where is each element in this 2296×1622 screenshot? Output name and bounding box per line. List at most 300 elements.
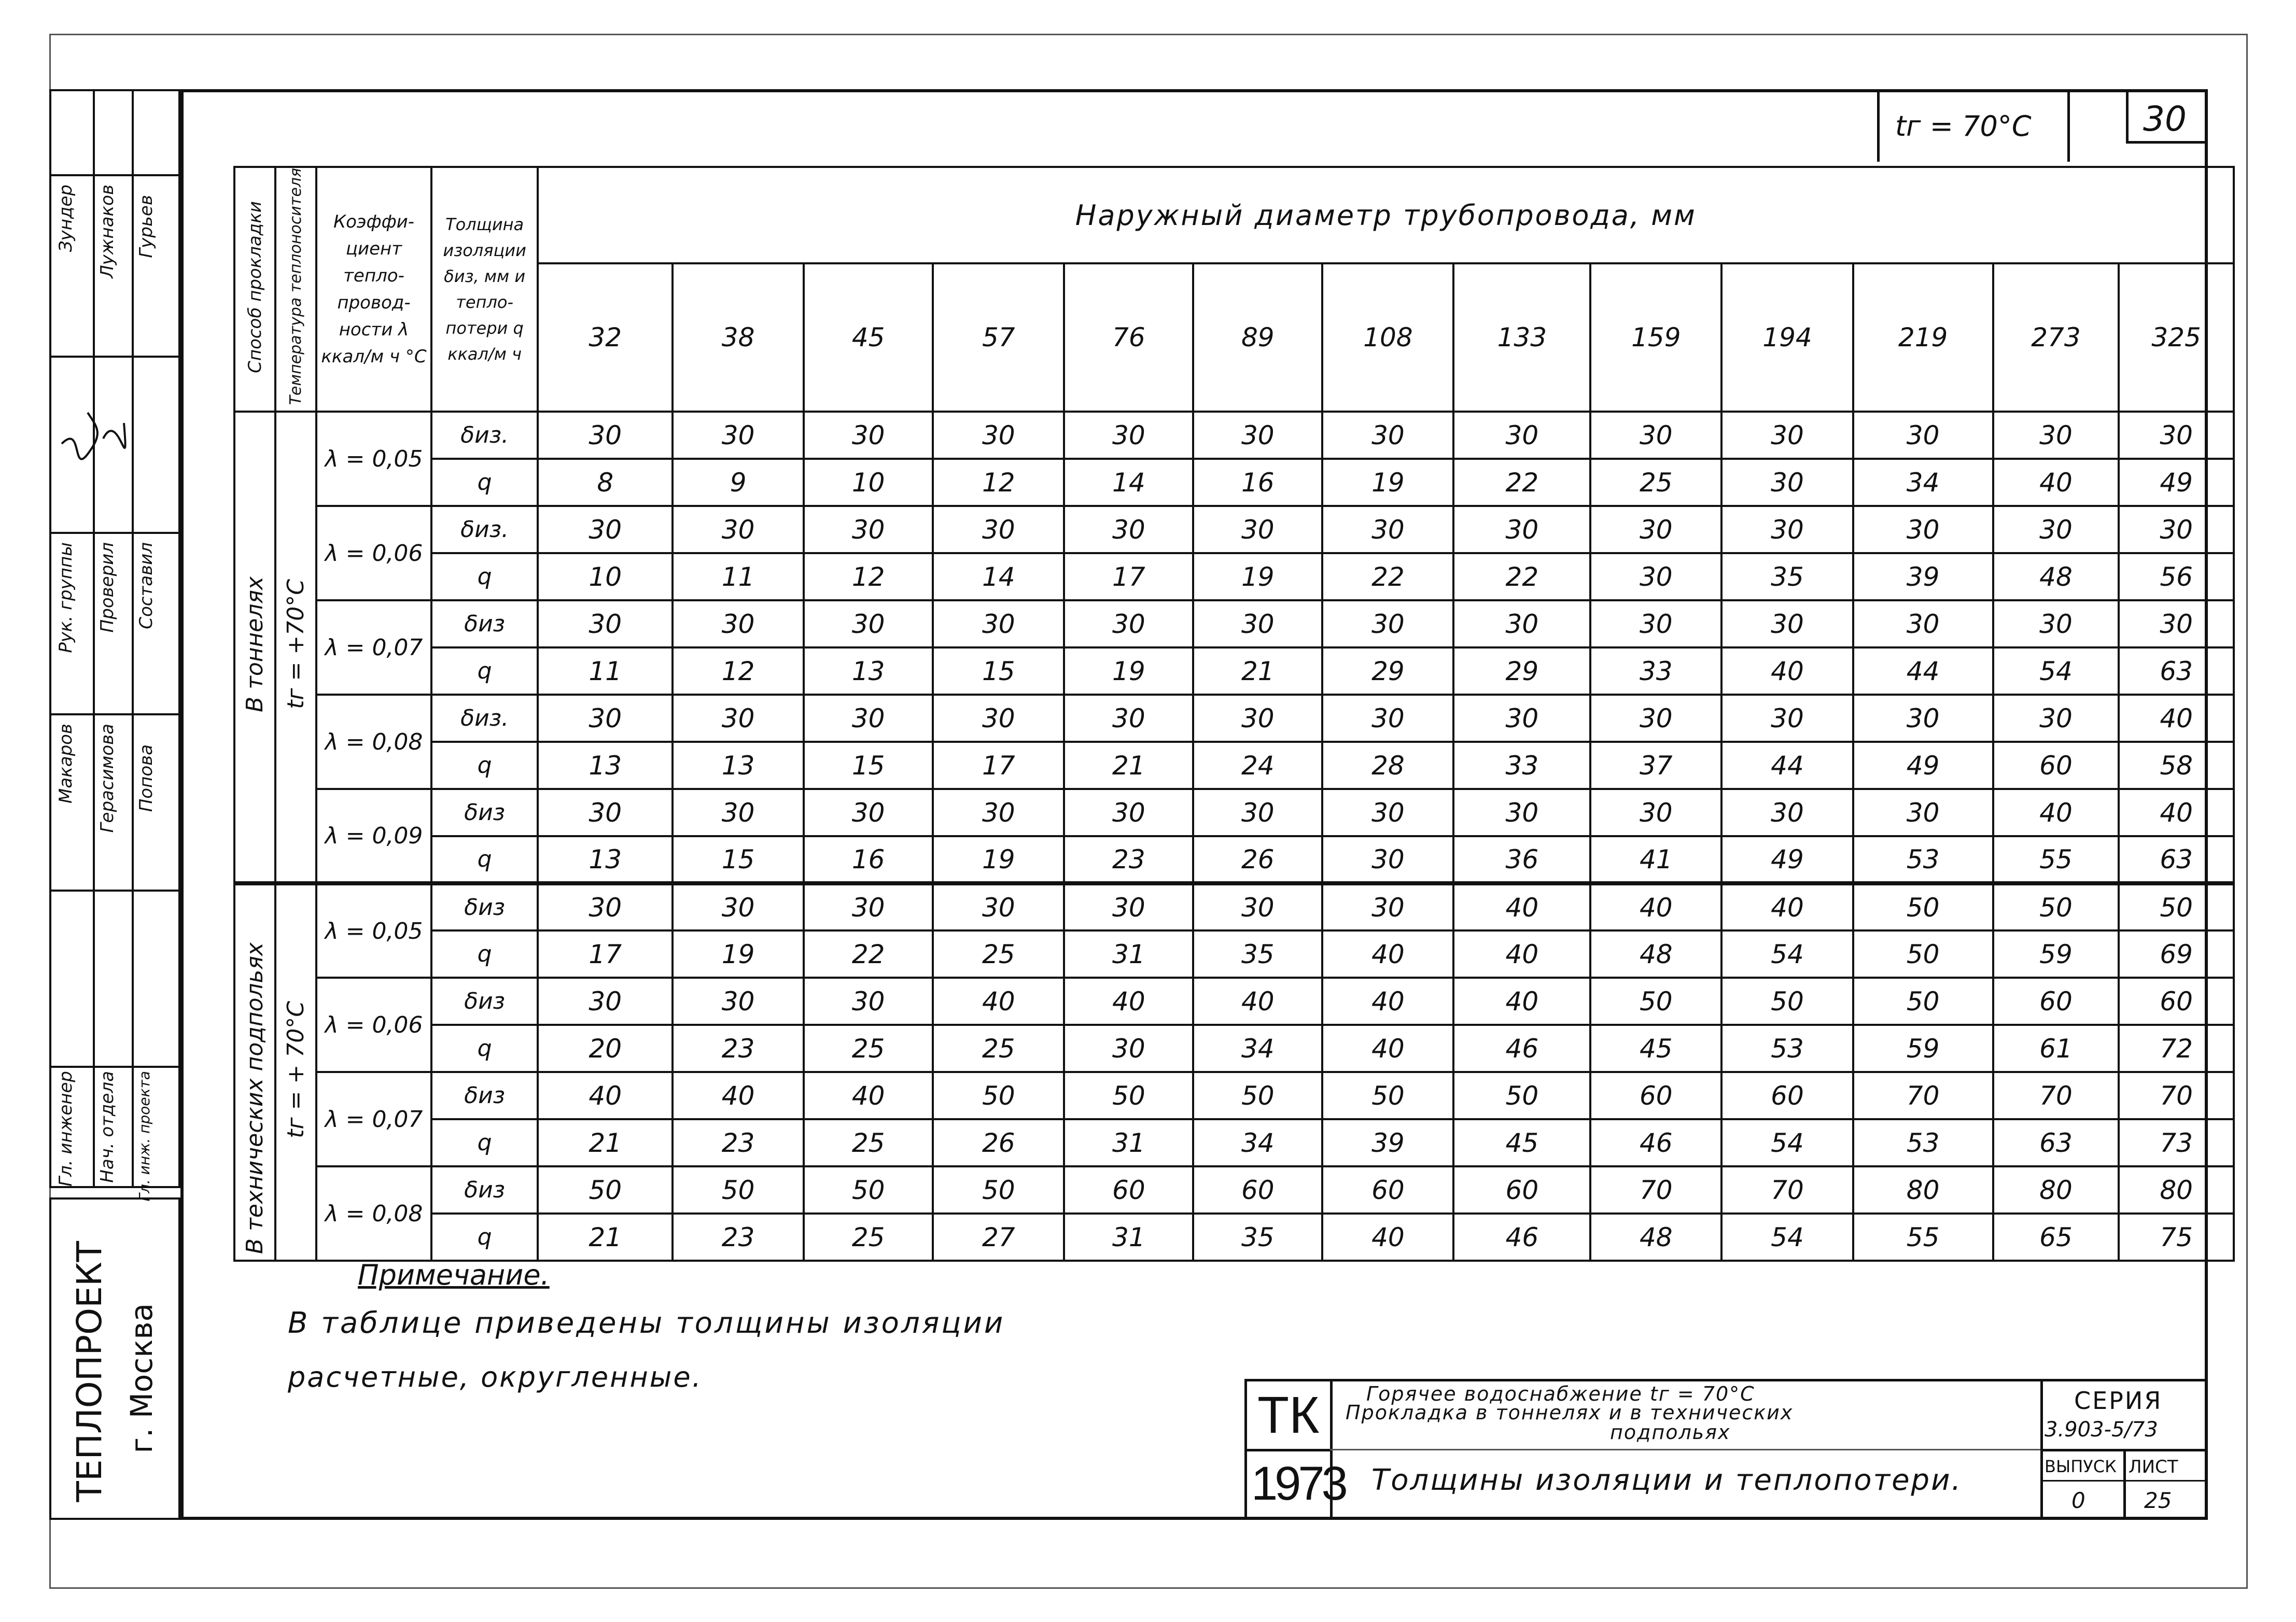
table-cell: 30 (933, 600, 1064, 647)
row-label: q (431, 647, 538, 695)
org-block (49, 1197, 180, 1520)
table-cell: 30 (804, 789, 933, 836)
table-cell: 31 (1064, 1214, 1193, 1261)
table-cell: 59 (1993, 930, 2119, 978)
table-cell: 30 (1322, 883, 1453, 930)
table-cell: 10 (804, 459, 933, 506)
table-cell: 19 (1193, 553, 1322, 600)
note-title: Примечание. (358, 1259, 550, 1291)
table-cell: 30 (1064, 1025, 1193, 1072)
table-cell: 60 (1453, 1166, 1590, 1214)
insulation-table (233, 166, 2235, 1262)
side-block (49, 89, 180, 1202)
table-cell: 60 (1993, 978, 2119, 1025)
table-cell: 11 (673, 553, 804, 600)
table-cell: 30 (933, 506, 1064, 553)
table-cell: 15 (804, 742, 933, 789)
table-cell: 13 (538, 742, 673, 789)
table-cell: 33 (1590, 647, 1721, 695)
side-role-1: Гл. инженер (55, 1071, 76, 1187)
table-cell: 40 (2119, 789, 2234, 836)
table-cell: 80 (1993, 1166, 2119, 1214)
table-cell: 14 (1064, 459, 1193, 506)
table-cell: 30 (1064, 695, 1193, 742)
group-temperature-1: tг = + 70°С (275, 883, 316, 1261)
row-label: q (431, 930, 538, 978)
row-label: δиз (431, 1166, 538, 1214)
table-cell: 21 (1064, 742, 1193, 789)
table-cell: 45 (1590, 1025, 1721, 1072)
lambda-0-1: λ = 0,06 (316, 506, 431, 600)
table-cell: 60 (1193, 1166, 1322, 1214)
lambda-0-3: λ = 0,08 (316, 695, 431, 789)
table-cell: 13 (538, 836, 673, 883)
side-name-5: Лужнаков (97, 185, 118, 278)
table-cell: 63 (2119, 647, 2234, 695)
row-label: q (431, 1214, 538, 1261)
table-cell: 30 (538, 883, 673, 930)
table-cell: 23 (673, 1025, 804, 1072)
table-cell: 35 (1721, 553, 1853, 600)
side-role-6: Составил (136, 542, 157, 629)
side-name-1: Макаров (55, 724, 76, 803)
table-cell: 24 (1193, 742, 1322, 789)
table-cell: 17 (933, 742, 1064, 789)
table-cell: 31 (1064, 930, 1193, 978)
table-cell: 30 (933, 789, 1064, 836)
table-cell: 60 (2119, 978, 2234, 1025)
table-cell: 50 (1590, 978, 1721, 1025)
table-cell: 30 (1193, 789, 1322, 836)
sheet-title: Толщины изоляции и теплопотери. (1371, 1463, 1963, 1497)
table-cell: 61 (1993, 1025, 2119, 1072)
table-cell: 25 (933, 1025, 1064, 1072)
lambda-0-4: λ = 0,09 (316, 789, 431, 883)
table-cell: 50 (673, 1166, 804, 1214)
row-label: q (431, 459, 538, 506)
table-cell: 49 (1721, 836, 1853, 883)
header-temperature: Температура теплоносителя (275, 167, 316, 412)
diameter-159: 159 (1590, 263, 1721, 412)
table-cell: 53 (1853, 1119, 1993, 1166)
table-cell: 40 (1590, 883, 1721, 930)
sheet-value: 25 (2144, 1488, 2172, 1513)
table-cell: 50 (1453, 1072, 1590, 1119)
table-cell: 30 (804, 695, 933, 742)
table-cell: 70 (1590, 1166, 1721, 1214)
table-cell: 30 (1193, 695, 1322, 742)
diameter-32: 32 (538, 263, 673, 412)
row-label: q (431, 553, 538, 600)
table-cell: 19 (933, 836, 1064, 883)
table-cell: 27 (933, 1214, 1064, 1261)
table-cell: 25 (1590, 459, 1721, 506)
note-line-1: В таблице приведены толщины изоляции (288, 1306, 1005, 1340)
row-label: δиз (431, 600, 538, 647)
table-cell: 30 (1322, 412, 1453, 459)
diameter-57: 57 (933, 263, 1064, 412)
table-cell: 30 (1853, 412, 1993, 459)
table-cell: 30 (1322, 600, 1453, 647)
table-cell: 30 (1993, 600, 2119, 647)
table-cell: 72 (2119, 1025, 2234, 1072)
table-cell: 25 (804, 1214, 933, 1261)
table-cell: 28 (1322, 742, 1453, 789)
header-diameter: Наружный диаметр трубопровода, мм (538, 167, 2234, 263)
table-cell: 30 (538, 789, 673, 836)
sheet-number-box (2126, 89, 2208, 144)
table-cell: 30 (933, 695, 1064, 742)
table-cell: 31 (1064, 1119, 1193, 1166)
table-cell: 60 (1064, 1166, 1193, 1214)
table-cell: 50 (1853, 883, 1993, 930)
table-cell: 30 (1993, 506, 2119, 553)
table-cell: 30 (1453, 695, 1590, 742)
table-cell: 22 (1453, 553, 1590, 600)
table-cell: 50 (933, 1166, 1064, 1214)
row-label: δиз. (431, 506, 538, 553)
diameter-194: 194 (1721, 263, 1853, 412)
table-cell: 30 (1322, 836, 1453, 883)
table-cell: 45 (1453, 1119, 1590, 1166)
table-cell: 55 (1993, 836, 2119, 883)
table-cell: 73 (2119, 1119, 2234, 1166)
table-cell: 30 (1721, 600, 1853, 647)
table-cell: 30 (1590, 506, 1721, 553)
table-cell: 75 (2119, 1214, 2234, 1261)
table-cell: 30 (538, 978, 673, 1025)
table-cell: 49 (2119, 459, 2234, 506)
row-label: q (431, 836, 538, 883)
sheet-number: 30 (2143, 99, 2187, 139)
table-cell: 14 (933, 553, 1064, 600)
table-cell: 12 (673, 647, 804, 695)
table-cell: 60 (1721, 1072, 1853, 1119)
side-role-3: Гл. инж. проекта (136, 1071, 153, 1202)
table-cell: 12 (804, 553, 933, 600)
row-label: δиз (431, 789, 538, 836)
table-cell: 30 (1590, 789, 1721, 836)
table-cell: 50 (933, 1072, 1064, 1119)
table-cell: 29 (1453, 647, 1590, 695)
table-cell: 23 (673, 1119, 804, 1166)
table-cell: 50 (1853, 978, 1993, 1025)
group-method-1: В технических подпольях (234, 883, 275, 1261)
table-cell: 30 (2119, 600, 2234, 647)
table-cell: 30 (1590, 412, 1721, 459)
header-method: Способ прокладки (234, 167, 275, 412)
table-cell: 19 (1322, 459, 1453, 506)
table-cell: 16 (804, 836, 933, 883)
table-cell: 44 (1853, 647, 1993, 695)
table-cell: 39 (1322, 1119, 1453, 1166)
group-method-0: В тоннелях (234, 412, 275, 883)
table-cell: 26 (933, 1119, 1064, 1166)
table-cell: 30 (1064, 789, 1193, 836)
table-cell: 50 (1721, 978, 1853, 1025)
table-cell: 30 (673, 695, 804, 742)
table-cell: 30 (1721, 789, 1853, 836)
lambda-1-1: λ = 0,06 (316, 978, 431, 1072)
header-thickness: Толщина изоляции δиз, мм и тепло-потери q ккал/м ч (431, 167, 538, 412)
table-cell: 70 (1853, 1072, 1993, 1119)
table-cell: 35 (1193, 1214, 1322, 1261)
table-cell: 30 (673, 978, 804, 1025)
table-cell: 30 (1853, 789, 1993, 836)
table-cell: 11 (538, 647, 673, 695)
series-label: СЕРИЯ (2074, 1387, 2163, 1415)
table-cell: 13 (804, 647, 933, 695)
table-cell: 19 (673, 930, 804, 978)
table-cell: 30 (538, 600, 673, 647)
diameter-273: 273 (1993, 263, 2119, 412)
table-cell: 30 (804, 600, 933, 647)
table-cell: 33 (1453, 742, 1590, 789)
table-cell: 30 (673, 883, 804, 930)
table-cell: 50 (1993, 883, 2119, 930)
table-cell: 54 (1993, 647, 2119, 695)
table-cell: 40 (1453, 883, 1590, 930)
table-cell: 21 (538, 1214, 673, 1261)
table-cell: 35 (1193, 930, 1322, 978)
table-cell: 30 (1064, 600, 1193, 647)
table-cell: 65 (1993, 1214, 2119, 1261)
table-cell: 40 (1993, 789, 2119, 836)
table-cell: 60 (1993, 742, 2119, 789)
table-cell: 30 (1993, 412, 2119, 459)
table-cell: 22 (804, 930, 933, 978)
row-label: δиз (431, 883, 538, 930)
table-cell: 50 (2119, 883, 2234, 930)
diameter-325: 325 (2119, 263, 2234, 412)
table-cell: 25 (804, 1025, 933, 1072)
lambda-1-3: λ = 0,08 (316, 1166, 431, 1261)
table-cell: 48 (1590, 930, 1721, 978)
issue-label: ВЫПУСК (2045, 1457, 2117, 1476)
table-cell: 30 (1064, 506, 1193, 553)
table-cell: 48 (1590, 1214, 1721, 1261)
table-cell: 40 (2119, 695, 2234, 742)
table-cell: 21 (538, 1119, 673, 1166)
table-cell: 25 (804, 1119, 933, 1166)
table-cell: 70 (2119, 1072, 2234, 1119)
table-cell: 40 (1322, 1214, 1453, 1261)
table-cell: 23 (1064, 836, 1193, 883)
row-label: q (431, 742, 538, 789)
note-line-2: расчетные, округленные. (288, 1361, 703, 1393)
table-cell: 25 (933, 930, 1064, 978)
table-cell: 70 (1721, 1166, 1853, 1214)
year: 1973 (1251, 1457, 1345, 1510)
table-cell: 69 (2119, 930, 2234, 978)
table-cell: 15 (673, 836, 804, 883)
diameter-133: 133 (1453, 263, 1590, 412)
table-cell: 40 (1322, 930, 1453, 978)
table-cell: 80 (1853, 1166, 1993, 1214)
table-cell: 30 (673, 506, 804, 553)
row-label: q (431, 1119, 538, 1166)
table-cell: 30 (1064, 412, 1193, 459)
table-cell: 30 (1590, 600, 1721, 647)
table-cell: 30 (804, 883, 933, 930)
table-cell: 36 (1453, 836, 1590, 883)
table-cell: 40 (1064, 978, 1193, 1025)
table-cell: 50 (1193, 1072, 1322, 1119)
table-cell: 30 (1322, 789, 1453, 836)
title-block (1244, 1379, 2208, 1520)
table-cell: 40 (1322, 978, 1453, 1025)
side-role-5: Проверил (97, 542, 118, 633)
table-cell: 30 (673, 600, 804, 647)
table-cell: 50 (1322, 1072, 1453, 1119)
lambda-1-0: λ = 0,05 (316, 883, 431, 978)
table-cell: 60 (1322, 1166, 1453, 1214)
side-name-4: Зундер (55, 185, 76, 252)
lambda-0-2: λ = 0,07 (316, 600, 431, 695)
table-cell: 9 (673, 459, 804, 506)
table-cell: 17 (538, 930, 673, 978)
row-label: δиз. (431, 412, 538, 459)
group-temperature-0: tг = +70°С (275, 412, 316, 883)
table-cell: 23 (673, 1214, 804, 1261)
table-cell: 46 (1453, 1025, 1590, 1072)
diameter-45: 45 (804, 263, 933, 412)
table-cell: 17 (1064, 553, 1193, 600)
table-cell: 48 (1993, 553, 2119, 600)
table-cell: 63 (2119, 836, 2234, 883)
row-label: δиз (431, 978, 538, 1025)
org-name: ТЕПЛОПРОЕКТ (69, 1241, 109, 1502)
table-cell: 30 (1993, 695, 2119, 742)
table-cell: 30 (538, 412, 673, 459)
lambda-1-2: λ = 0,07 (316, 1072, 431, 1166)
table-cell: 40 (1993, 459, 2119, 506)
side-name-2: Герасимова (97, 724, 118, 833)
table-cell: 30 (1853, 600, 1993, 647)
table-cell: 30 (538, 506, 673, 553)
diameter-219: 219 (1853, 263, 1993, 412)
side-role-4: Рук. группы (55, 542, 76, 653)
table-cell: 30 (1721, 459, 1853, 506)
table-cell: 29 (1322, 647, 1453, 695)
table-cell: 12 (933, 459, 1064, 506)
table-cell: 30 (1322, 506, 1453, 553)
subject-line-2: Прокладка в тоннелях и в технических (1346, 1401, 1794, 1424)
table-cell: 37 (1590, 742, 1721, 789)
table-cell: 59 (1853, 1025, 1993, 1072)
diameter-89: 89 (1193, 263, 1322, 412)
table-cell: 30 (2119, 412, 2234, 459)
table-cell: 53 (1853, 836, 1993, 883)
table-cell: 40 (1453, 978, 1590, 1025)
table-cell: 63 (1993, 1119, 2119, 1166)
table-cell: 30 (1590, 553, 1721, 600)
table-cell: 60 (1590, 1072, 1721, 1119)
subject-line-3: подпольях (1610, 1421, 1731, 1444)
table-cell: 30 (1590, 695, 1721, 742)
table-cell: 26 (1193, 836, 1322, 883)
table-cell: 50 (1853, 930, 1993, 978)
table-cell: 34 (1193, 1025, 1322, 1072)
table-cell: 54 (1721, 1214, 1853, 1261)
table-cell: 15 (933, 647, 1064, 695)
diameter-76: 76 (1064, 263, 1193, 412)
table-cell: 56 (2119, 553, 2234, 600)
table-cell: 30 (2119, 506, 2234, 553)
table-cell: 30 (804, 412, 933, 459)
table-cell: 50 (804, 1166, 933, 1214)
temperature-tag: tг = 70°С (1895, 110, 2032, 143)
diameter-38: 38 (673, 263, 804, 412)
table-cell: 46 (1453, 1214, 1590, 1261)
table-cell: 30 (1193, 506, 1322, 553)
table-cell: 46 (1590, 1119, 1721, 1166)
table-cell: 30 (1721, 506, 1853, 553)
signature-marks (51, 361, 181, 879)
table-cell: 40 (804, 1072, 933, 1119)
table-cell: 40 (1721, 647, 1853, 695)
table-cell: 21 (1193, 647, 1322, 695)
table-cell: 39 (1853, 553, 1993, 600)
table-cell: 44 (1721, 742, 1853, 789)
table-cell: 40 (538, 1072, 673, 1119)
org-code: ТК (1257, 1386, 1320, 1444)
temperature-tag-box (1877, 89, 2070, 162)
table-cell: 8 (538, 459, 673, 506)
table-cell: 40 (1322, 1025, 1453, 1072)
table-cell: 40 (933, 978, 1064, 1025)
table-cell: 40 (673, 1072, 804, 1119)
table-cell: 10 (538, 553, 673, 600)
row-label: δиз. (431, 695, 538, 742)
org-city: г. Москва (124, 1303, 159, 1454)
table-cell: 16 (1193, 459, 1322, 506)
table-cell: 30 (1721, 412, 1853, 459)
table-cell: 58 (2119, 742, 2234, 789)
table-cell: 19 (1064, 647, 1193, 695)
table-cell: 41 (1590, 836, 1721, 883)
row-label: δиз (431, 1072, 538, 1119)
sheet-label: ЛИСТ (2129, 1457, 2178, 1477)
table-cell: 40 (1721, 883, 1853, 930)
table-cell: 30 (1453, 789, 1590, 836)
side-name-6: Гурьев (136, 195, 157, 258)
table-cell: 30 (804, 506, 933, 553)
table-cell: 30 (1453, 506, 1590, 553)
table-cell: 30 (1193, 412, 1322, 459)
table-cell: 30 (933, 412, 1064, 459)
table-cell: 30 (1193, 600, 1322, 647)
table-cell: 54 (1721, 930, 1853, 978)
table-cell: 30 (1721, 695, 1853, 742)
table-cell: 30 (1453, 412, 1590, 459)
table-cell: 30 (804, 978, 933, 1025)
row-label: q (431, 1025, 538, 1072)
table-cell: 20 (538, 1025, 673, 1072)
series-value: 3.903-5/73 (2045, 1418, 2158, 1442)
subject-line-1: Горячее водоснабжение tг = 70°С (1366, 1383, 1755, 1405)
lambda-0-0: λ = 0,05 (316, 412, 431, 506)
table-cell: 30 (1322, 695, 1453, 742)
table-cell: 53 (1721, 1025, 1853, 1072)
table-cell: 30 (673, 789, 804, 836)
side-name-3: Попова (136, 744, 157, 812)
table-cell: 49 (1853, 742, 1993, 789)
diameter-108: 108 (1322, 263, 1453, 412)
table-cell: 40 (1193, 978, 1322, 1025)
table-cell: 34 (1853, 459, 1993, 506)
table-cell: 30 (933, 883, 1064, 930)
